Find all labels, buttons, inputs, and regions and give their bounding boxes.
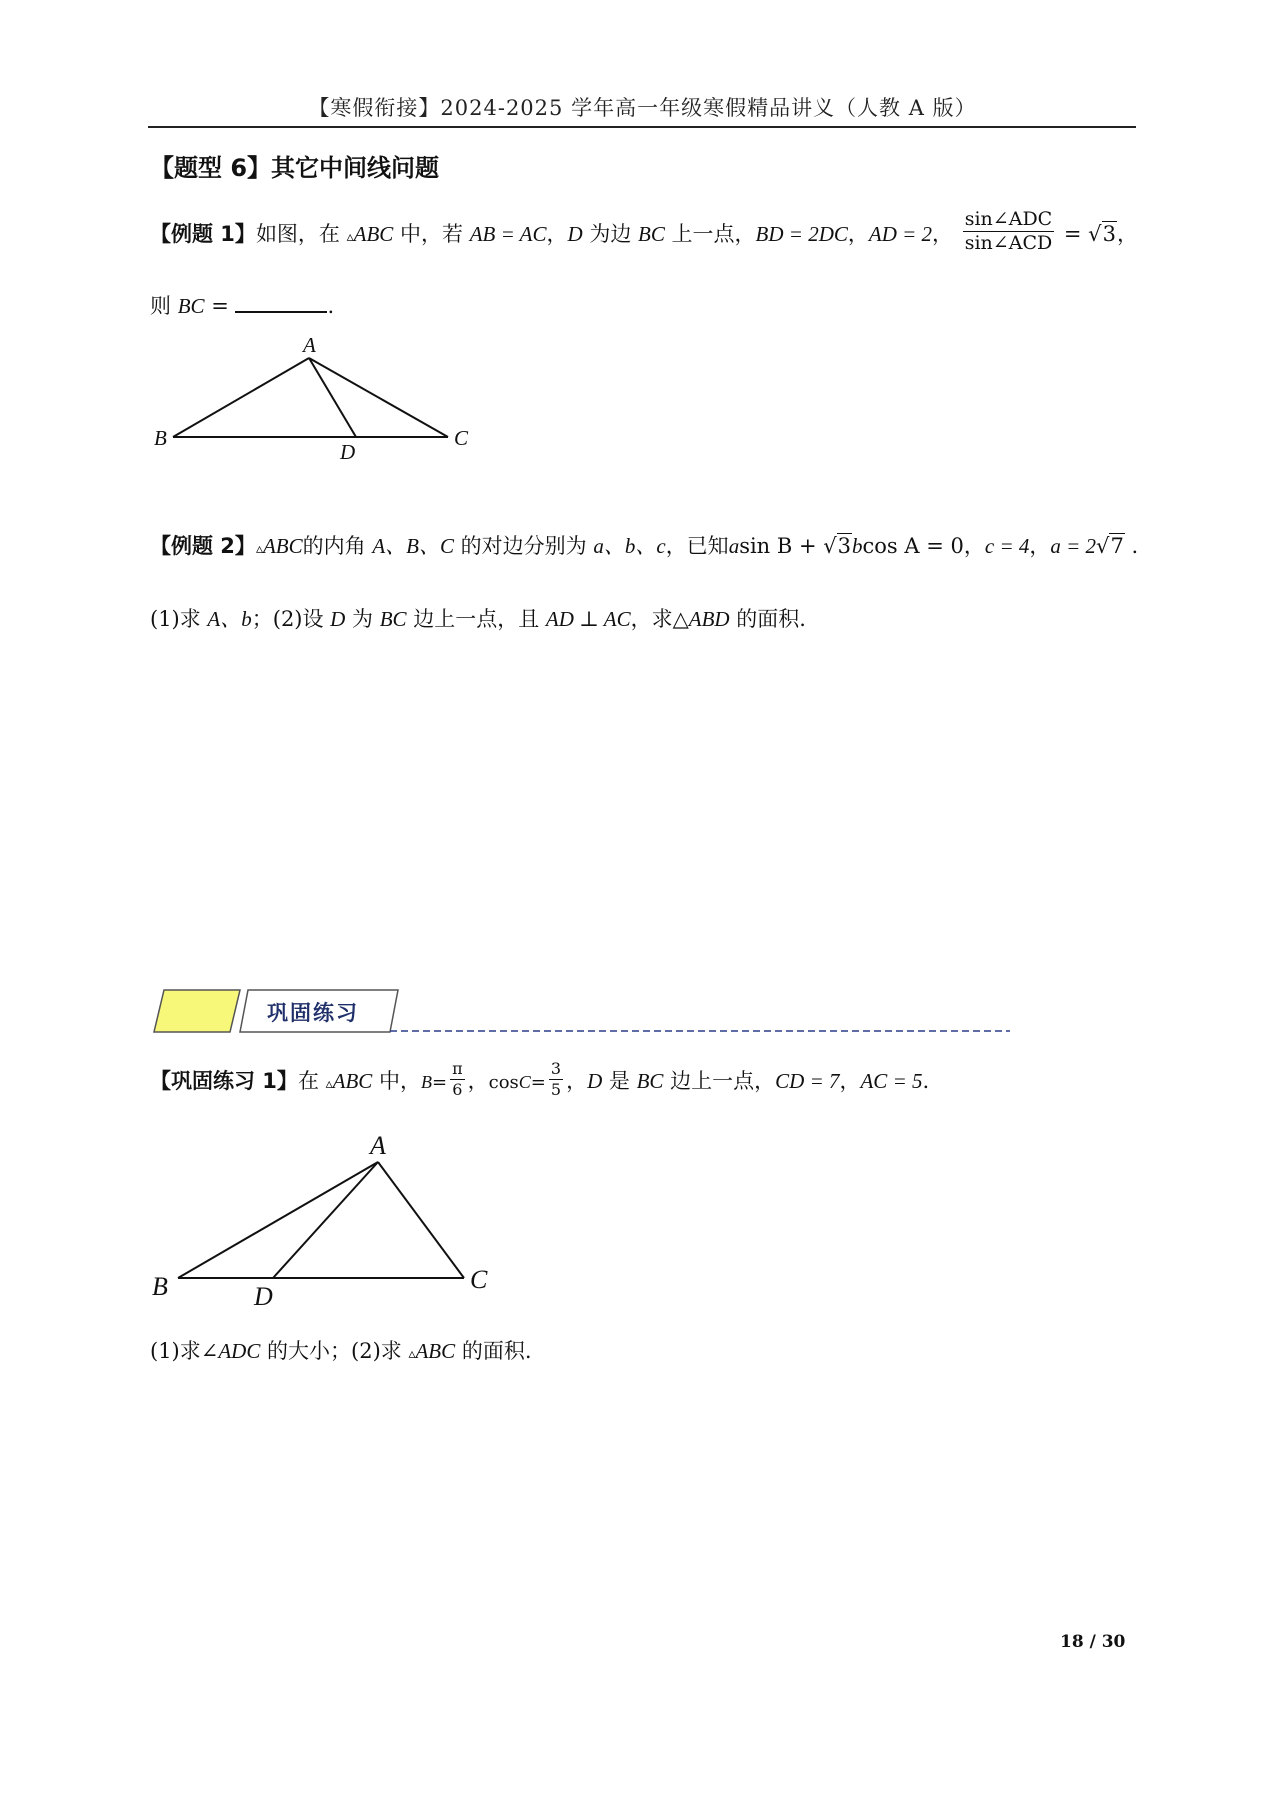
header-divider — [148, 126, 1136, 128]
vertex-label-d: D — [254, 1282, 273, 1310]
angle-b-fraction: $\frac{\pi}{6}$ — [452, 1059, 463, 1099]
cos-c-fraction: $\frac{3}{5}$ — [550, 1059, 562, 1099]
banner-yellow-tab — [154, 990, 240, 1032]
sqrt-symbol: √ — [1088, 221, 1102, 246]
vertex-label-b: B — [152, 1272, 168, 1301]
practice1-line: 【巩固练习 1】在 ▵ABC 中，B= $\frac{\pi}{6}$ ，cosC= $\frac{3}{5}$ ，D 是 BC 边上一点，CD = 7，AC = 5. — [150, 1059, 930, 1099]
example1-tag: 【例题 1】 — [150, 221, 256, 246]
vertex-label-c: C — [454, 426, 469, 450]
triangle-figure-1 — [148, 330, 478, 465]
example1-line2: 则 BC = . — [150, 294, 335, 318]
triangle-figure-2 — [148, 1120, 508, 1310]
vertex-label-a: A — [370, 1131, 386, 1160]
section-title: 【题型 6】其它中间线问题 — [150, 154, 440, 182]
practice1-question: (1)求∠ADC 的大小；(2)求 ▵ABC 的面积. — [150, 1339, 532, 1363]
vertex-label-d: D — [340, 440, 356, 464]
sine-ratio-fraction: $\frac{\text{sin∠ADC}}{\text{sin∠ACD}}$ — [964, 208, 1053, 254]
practice-banner-label: 巩固练习 — [267, 1001, 359, 1025]
practice1-tag: 【巩固练习 1】 — [150, 1069, 298, 1093]
vertex-label-a: A — [303, 333, 316, 357]
vertex-label-c: C — [470, 1265, 488, 1294]
vertex-label-b: B — [154, 426, 167, 450]
example2-line1: 【例题 2】▵ABC的内角 A、B、C 的对边分别为 a、b、c，已知asin B + √3bcos A = 0，c = 4，a = 2√7 . — [150, 534, 1139, 558]
answer-blank[interactable] — [235, 293, 327, 313]
example1-line1: 【例题 1】如图，在 ▵ABC 中，若 AB = AC，D 为边 BC 上一点，BD = 2DC，AD = 2， $\frac{\text{sin∠ADC}}{\text{sin∠ACD}}$ = √3， — [150, 208, 1138, 254]
page-header: 【寒假衔接】2024-2025 学年高一年级寒假精品讲义（人教 A 版） — [308, 96, 977, 120]
page-number: 18 / 30 — [1060, 1632, 1126, 1652]
example2-tag: 【例题 2】 — [150, 534, 256, 558]
example2-question: (1)求 A、b；(2)设 D 为 BC 边上一点，且 AD ⊥ AC，求△ABD 的面积. — [150, 607, 806, 631]
